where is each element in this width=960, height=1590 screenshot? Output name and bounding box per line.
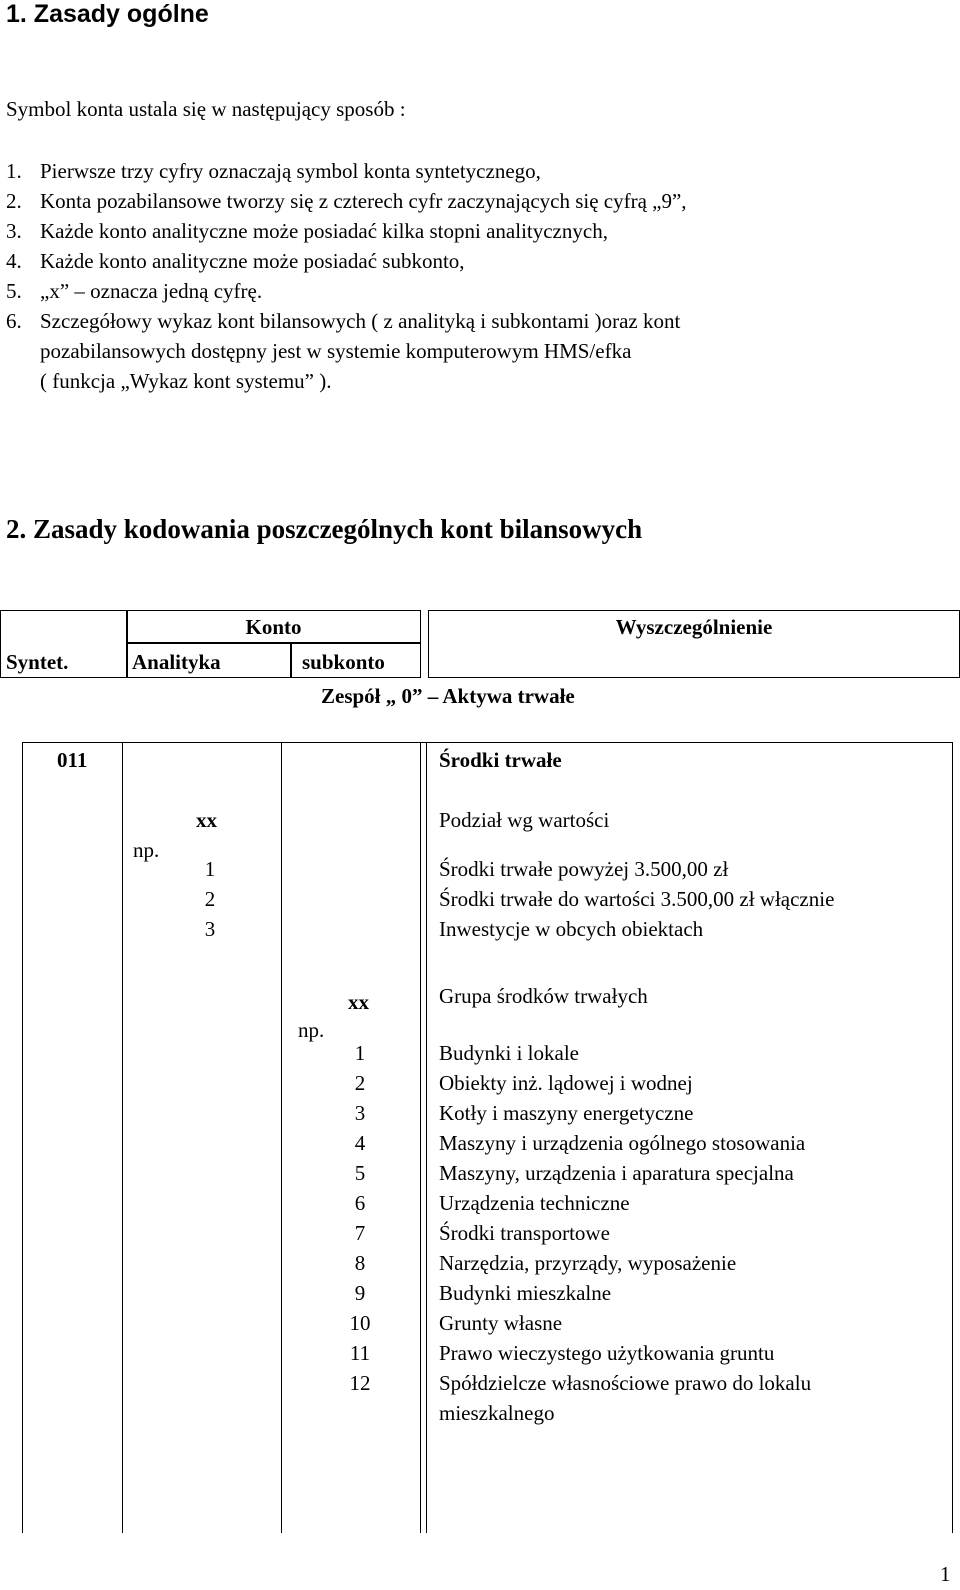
subaccount-row-description: Kotły i maszyny energetyczne <box>439 1101 694 1125</box>
analytics-label: Podział wg wartości <box>439 808 610 832</box>
subaccount-row-description: Środki transportowe <box>439 1221 610 1245</box>
subaccount-row-description: Grunty własne <box>439 1311 563 1335</box>
analytics-row-number: 1 <box>204 857 216 881</box>
subaccount-row-number: 8 <box>354 1251 366 1275</box>
page-number: 1 <box>940 1562 951 1586</box>
subaccount-row-description: Maszyny i urządzenia ogólnego stosowania <box>439 1131 806 1155</box>
analytics-row-number: 2 <box>204 887 216 911</box>
list-item-text: Pierwsze trzy cyfry oznaczają symbol konta syntetycznego, <box>40 159 541 183</box>
group-title: Zespół „ 0” – Aktywa trwałe <box>321 684 575 708</box>
analytics-xx: xx <box>196 808 217 832</box>
subaccount-row-number: 1 <box>354 1041 366 1065</box>
account-code: 011 <box>57 748 88 772</box>
subaccounts-label: Grupa środków trwałych <box>439 984 648 1008</box>
subaccount-row-number: 4 <box>354 1131 366 1155</box>
header-syntet: Syntet. <box>6 650 69 674</box>
subaccount-row-number: 5 <box>354 1161 366 1185</box>
header-analityka: Analityka <box>132 650 221 674</box>
header-wyszczegolnienie: Wyszczególnienie <box>615 615 773 639</box>
list-item-text: Każde konto analityczne może posiadać subkonto, <box>40 249 465 273</box>
subaccount-row-description: Obiekty inż. lądowej i wodnej <box>439 1071 693 1095</box>
list-item-number: 2. <box>6 189 22 213</box>
account-name: Środki trwałe <box>439 748 562 772</box>
section-heading-1: 1. Zasady ogólne <box>6 0 209 28</box>
subaccount-row-number: 7 <box>354 1221 366 1245</box>
subaccount-row-number: 6 <box>354 1191 366 1215</box>
subaccount-row-description: Urządzenia techniczne <box>439 1191 630 1215</box>
subaccount-row-number: 11 <box>349 1341 371 1365</box>
list-item-number: 4. <box>6 249 22 273</box>
subaccount-row-number: 10 <box>349 1311 371 1335</box>
list-item-number: 5. <box>6 279 22 303</box>
subaccount-row-description: Budynki mieszkalne <box>439 1281 612 1305</box>
header-konto: Konto <box>245 615 302 639</box>
list-item-number: 1. <box>6 159 22 183</box>
subaccount-row-description: Maszyny, urządzenia i aparatura specjalna <box>439 1161 794 1185</box>
subaccount-row-number: 9 <box>354 1281 366 1305</box>
subaccount-row-number: 3 <box>354 1101 366 1125</box>
analytics-row-number: 3 <box>204 917 216 941</box>
analytics-row-description: Inwestycje w obcych obiektach <box>439 917 704 941</box>
header-subkonto: subkonto <box>302 650 385 674</box>
analytics-np: np. <box>133 838 160 862</box>
list-item-text: „x” – oznacza jedną cyfrę. <box>40 279 263 303</box>
subaccounts-xx: xx <box>348 990 369 1014</box>
analytics-row-description: Środki trwałe do wartości 3.500,00 zł włącznie <box>439 887 835 911</box>
analytics-row-description: Środki trwałe powyżej 3.500,00 zł <box>439 857 729 881</box>
section-heading-2: 2. Zasady kodowania poszczególnych kont bilansowych <box>6 514 643 544</box>
subaccount-row-description: Budynki i lokale <box>439 1041 579 1065</box>
subaccount-row-description: Narzędzia, przyrządy, wyposażenie <box>439 1251 737 1275</box>
subaccount-row-description: mieszkalnego <box>439 1401 555 1425</box>
list-item-text: Szczegółowy wykaz kont bilansowych ( z analityką i subkontami )oraz kont <box>40 309 681 333</box>
subaccounts-np: np. <box>298 1018 325 1042</box>
list-item-text: pozabilansowych dostępny jest w systemie komputerowym HMS/efka <box>40 339 632 363</box>
subaccount-row-number: 12 <box>349 1371 371 1395</box>
list-item-text: ( funkcja „Wykaz kont systemu” ). <box>40 369 332 393</box>
list-item-text: Każde konto analityczne może posiadać kilka stopni analitycznych, <box>40 219 608 243</box>
subaccount-row-number: 2 <box>354 1071 366 1095</box>
list-item-number: 3. <box>6 219 22 243</box>
intro-paragraph: Symbol konta ustala się w następujący sposób : <box>6 97 406 121</box>
list-item-text: Konta pozabilansowe tworzy się z czterech cyfr zaczynających się cyfrą „9”, <box>40 189 687 213</box>
subaccount-row-description: Spółdzielcze własnościowe prawo do lokalu <box>439 1371 812 1395</box>
subaccount-row-description: Prawo wieczystego użytkowania gruntu <box>439 1341 775 1365</box>
list-item-number: 6. <box>6 309 22 333</box>
